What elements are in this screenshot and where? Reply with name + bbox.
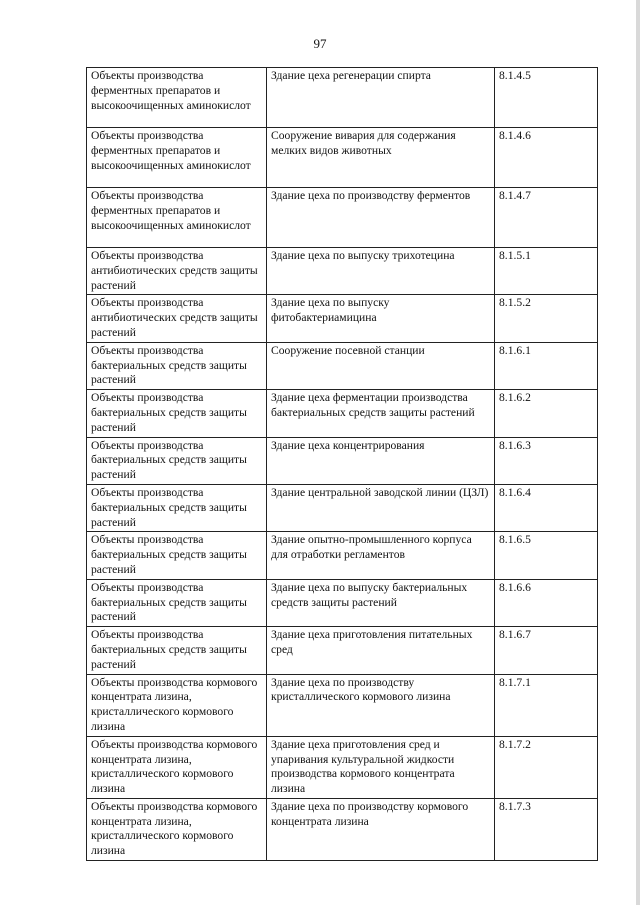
category-cell: Объекты производства ферментных препаратов и высокоочищенных аминокислот [87, 188, 267, 248]
category-cell: Объекты производства ферментных препаратов и высокоочищенных аминокислот [87, 68, 267, 128]
object-cell: Здание центральной заводской линии (ЦЗЛ) [267, 484, 495, 531]
object-cell: Здание цеха по выпуску трихотецина [267, 248, 495, 295]
category-cell: Объекты производства антибиотических средств защиты растений [87, 295, 267, 342]
code-cell: 8.1.7.3 [495, 798, 598, 860]
object-cell: Сооружение вивария для содержания мелких видов животных [267, 128, 495, 188]
table-row [87, 248, 598, 295]
code-cell: 8.1.6.2 [495, 390, 598, 437]
table-row [87, 390, 598, 437]
category-cell: Объекты производства бактериальных средств защиты растений [87, 342, 267, 389]
object-cell: Здание цеха ферментации производства бактериальных средств защиты растений [267, 390, 495, 437]
table-row [87, 484, 598, 531]
object-cell: Здание цеха по выпуску бактериальных средств защиты растений [267, 579, 495, 626]
category-cell: Объекты производства бактериальных средств защиты растений [87, 484, 267, 531]
objects-table [86, 67, 598, 861]
category-cell: Объекты производства кормового концентрата лизина, кристаллического кормового лизина [87, 674, 267, 736]
table-row [87, 579, 598, 626]
object-cell: Здание опытно-промышленного корпуса для отработки регламентов [267, 532, 495, 579]
category-cell: Объекты производства бактериальных средств защиты растений [87, 579, 267, 626]
code-cell: 8.1.7.2 [495, 736, 598, 798]
table-row [87, 295, 598, 342]
code-cell: 8.1.5.2 [495, 295, 598, 342]
category-cell: Объекты производства бактериальных средств защиты растений [87, 390, 267, 437]
scan-edge [636, 0, 640, 905]
object-cell: Здание цеха по выпуску фитобактериамицина [267, 295, 495, 342]
table-row [87, 342, 598, 389]
code-cell: 8.1.6.7 [495, 627, 598, 674]
object-cell: Здание цеха приготовления питательных сред [267, 627, 495, 674]
table-row [87, 627, 598, 674]
table-row [87, 68, 598, 128]
code-cell: 8.1.6.6 [495, 579, 598, 626]
code-cell: 8.1.4.5 [495, 68, 598, 128]
code-cell: 8.1.7.1 [495, 674, 598, 736]
table-row [87, 128, 598, 188]
category-cell: Объекты производства кормового концентрата лизина, кристаллического кормового лизина [87, 736, 267, 798]
table-row [87, 188, 598, 248]
object-cell: Здание цеха регенерации спирта [267, 68, 495, 128]
page-number: 97 [313, 36, 327, 51]
code-cell: 8.1.6.3 [495, 437, 598, 484]
table-row [87, 674, 598, 736]
category-cell: Объекты производства ферментных препаратов и высокоочищенных аминокислот [87, 128, 267, 188]
table-row [87, 736, 598, 798]
table-row [87, 532, 598, 579]
category-cell: Объекты производства антибиотических средств защиты растений [87, 248, 267, 295]
object-cell: Здание цеха по производству ферментов [267, 188, 495, 248]
code-cell: 8.1.6.5 [495, 532, 598, 579]
object-cell: Сооружение посевной станции [267, 342, 495, 389]
object-cell: Здание цеха по производству кристаллического кормового лизина [267, 674, 495, 736]
objects-table-body [87, 68, 598, 861]
object-cell: Здание цеха концентрирования [267, 437, 495, 484]
table-row [87, 798, 598, 860]
code-cell: 8.1.4.6 [495, 128, 598, 188]
table-row [87, 437, 598, 484]
category-cell: Объекты производства бактериальных средств защиты растений [87, 627, 267, 674]
category-cell: Объекты производства бактериальных средств защиты растений [87, 532, 267, 579]
category-cell: Объекты производства бактериальных средств защиты растений [87, 437, 267, 484]
code-cell: 8.1.6.4 [495, 484, 598, 531]
code-cell: 8.1.4.7 [495, 188, 598, 248]
object-cell: Здание цеха приготовления сред и упаривания культуральной жидкости производства кормового концентрата лизина [267, 736, 495, 798]
code-cell: 8.1.5.1 [495, 248, 598, 295]
category-cell: Объекты производства кормового концентрата лизина, кристаллического кормового лизина [87, 798, 267, 860]
object-cell: Здание цеха по производству кормового концентрата лизина [267, 798, 495, 860]
code-cell: 8.1.6.1 [495, 342, 598, 389]
